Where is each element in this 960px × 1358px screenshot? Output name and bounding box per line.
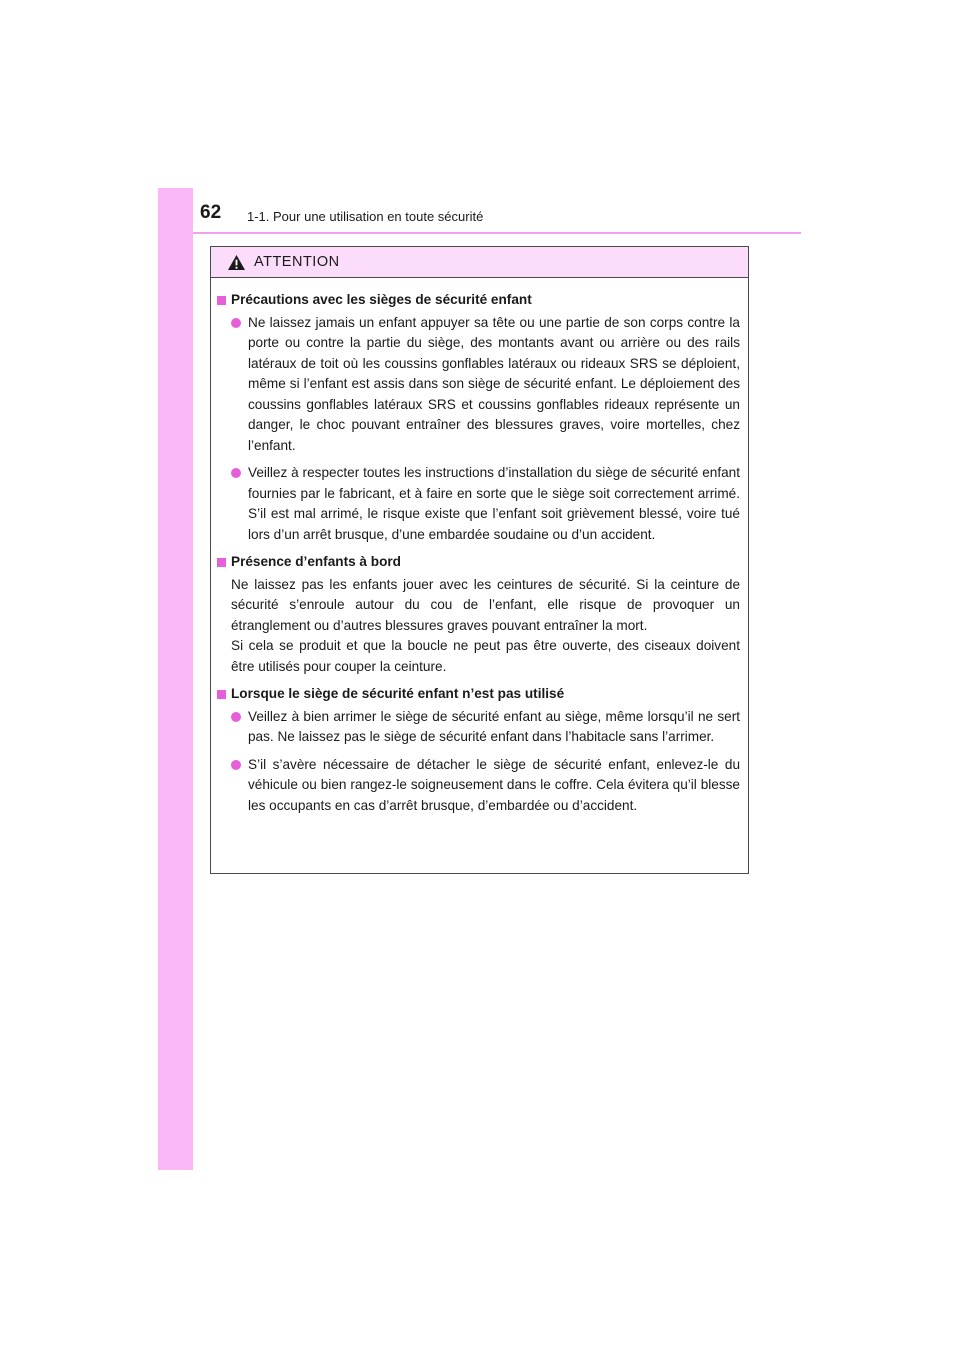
warning-triangle-icon xyxy=(227,254,246,271)
square-bullet-icon xyxy=(217,690,226,699)
circle-bullet-icon xyxy=(231,760,241,770)
section-title: 1-1. Pour une utilisation en toute sécurité xyxy=(247,209,484,224)
caution-body xyxy=(211,278,748,816)
list-item: Ne laissez jamais un enfant appuyer sa tête ou une partie de son corps contre la porte ou contre la partie du siège, des montants avant ou arrière ou des rails latéraux de toit où les coussins gonflables latéraux ou rideaux SRS se déploient, même si l’enfant est assis dans son siège de sécurité enfant. Le déploiement des coussins gonflables latéraux SRS et coussins gonflables rideaux représente un danger, le choc pouvant entraîner des blessures graves, voire mortelles, chez l’enfant. xyxy=(217,313,740,457)
caution-box xyxy=(210,246,749,874)
list-item: S’il s’avère nécessaire de détacher le siège de sécurité enfant, enlevez-le du véhicule ou bien rangez-le soigneusement dans le coffre. Cela évitera qu’il blesse les occupants en cas d’arrêt brusque, d’embardée ou d’accident. xyxy=(217,755,740,817)
circle-bullet-icon xyxy=(231,318,241,328)
circle-bullet-icon xyxy=(231,712,241,722)
header-rule xyxy=(193,232,801,234)
list-item: Veillez à respecter toutes les instructions d’installation du siège de sécurité enfant fournies par le fabricant, et à faire en sorte que le siège soit correctement arrimé. S’il est mal arrimé, le risque existe que l’enfant soit grièvement blessé, voire tué lors d’un arrêt brusque, d’une embardée soudaine ou d’un accident. xyxy=(217,463,740,545)
page-number: 62 xyxy=(200,202,222,223)
paragraph: Ne laissez pas les enfants jouer avec les ceintures de sécurité. Si la ceinture de sécurité s’enroule autour du cou de l’enfant, elle risque de provoquer un étranglement ou d’autres blessures graves pouvant entraîner la mort. Si cela se produit et que la boucle ne peut pas être ouverte, des ciseaux doivent être utilisés pour couper la ceinture. xyxy=(231,576,740,674)
square-bullet-icon xyxy=(217,296,226,305)
square-bullet-icon xyxy=(217,558,226,567)
list-item: Veillez à bien arrimer le siège de sécurité enfant au siège, même lorsqu’il ne sert pas. Ne laissez pas le siège de sécurité enfant dans l’habitacle sans l’arrimer. xyxy=(217,707,740,748)
circle-bullet-icon xyxy=(231,468,241,478)
section-heading: Présence d’enfants à bord xyxy=(217,552,740,573)
caution-title: ATTENTION xyxy=(254,254,340,270)
side-tab-band xyxy=(158,188,193,1170)
section-heading: Précautions avec les sièges de sécurité enfant xyxy=(217,290,740,311)
caution-header xyxy=(211,247,748,278)
section-heading: Lorsque le siège de sécurité enfant n’est pas utilisé xyxy=(217,684,740,705)
